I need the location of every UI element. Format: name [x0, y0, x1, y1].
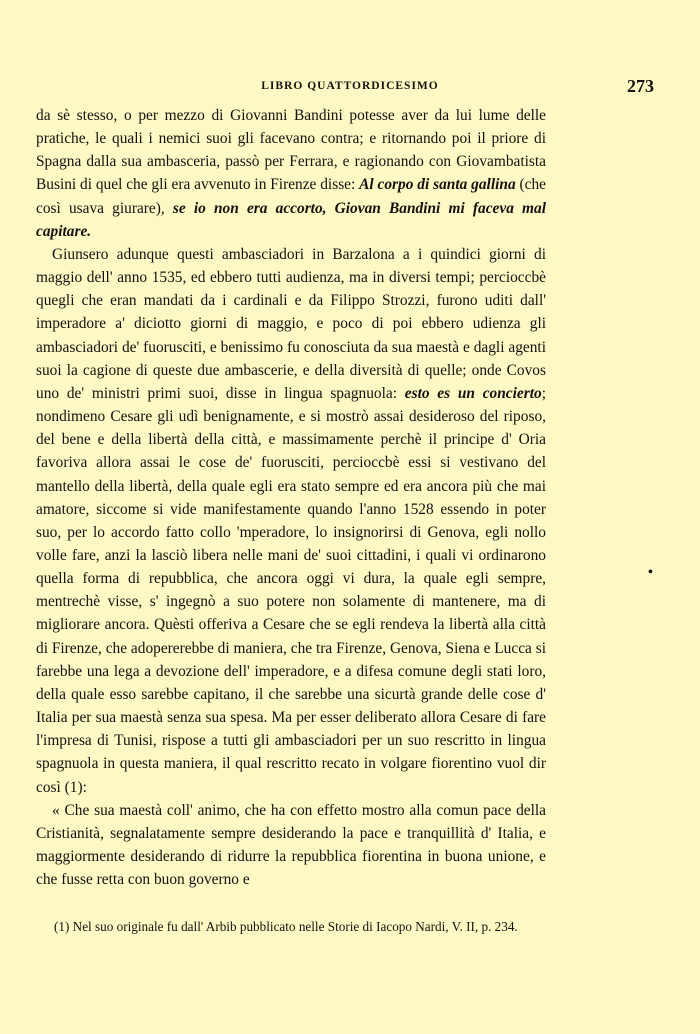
page-number: 273	[627, 76, 654, 96]
margin-mark: •	[648, 565, 653, 580]
running-title: LIBRO QUATTORDICESIMO	[261, 80, 439, 92]
paragraph-2-text-b: ; nondimeno Cesare gli udì benignamente, e si mostrò assai desideroso del riposo, del bene e della libertà della città, e massimamente perchè il principe d' Oria favoriva allora assai le cose de' fuorusciti, percioccbè essi si vestivano del mantello della libertà, della quale egli era stato sempre ed era ancora più che mai amatore, siccome si vide manifestamente quando l'anno 1528 essendo in poter suo, per lo accordo fatto collo 'mperadore, lo insignorirsi di Genova, egli nollo volle fare, anzi la lasciò libera nelle mani de' suoi cittadini, i quali vi ordinarono quella forma di repubblica, che ancora oggi vi dura, la quale egli sempre, mentrechè visse, s' ingegnò a suo potere non solamente di mantenere, ma di migliorare ancora. Quèsti offeriva a Cesare che se egli rendeva la libertà alla città di Firenze, che adopererebbe di maniera, che tra Firenze, Genova, Siena e Lucca si farebbe una lega a devozione dell' imperadore, e a difesa comune degli stati loro, della quale esso sarebbe capitano, il che sarebbe una sicurtà grande delle cose d' Italia per sua maestà senza sua spesa. Ma per esser deliberato allora Cesare di fare l'impresa di Tunisi, rispose a tutti gli ambasciadori per un suo rescritto in lingua spagnuola in questa maniera, il qual rescritto recato in volgare fiorentino vuol dir così (1):	[36, 384, 546, 796]
page-header	[36, 76, 664, 100]
paragraph-1-italic-quote: se io non era accorto, Giovan Bandini mi faceva mal capitare.	[36, 199, 546, 240]
paragraph-2	[36, 243, 546, 799]
footnote: (1) Nel suo originale fu dall' Arbib pubblicato nelle Storie di Iacopo Nardi, V. II, p. 234.	[54, 919, 518, 934]
paragraph-2-text-a: Giunsero adunque questi ambasciadori in Barzalona a i quindici giorni di maggio dell' anno 1535, ed ebbero tutti audienza, ma in diversi tempi; percioccbè quegli che eran mandati da i cardinali e da Filippo Strozzi, furono uditi dall' imperadore a' diciotto giorni di maggio, e poco di poi ebbero udienza gli ambasciadori de' fuorusciti, e benissimo fu conosciuta da sua maestà e dagli agenti suoi la cagione di queste due ambascerie, e della diversità di quelle; onde Covos uno de' ministri primi suoi, disse in lingua spagnuola:	[36, 245, 546, 402]
paragraph-2-italic-spanish: esto es un concierto	[404, 384, 542, 402]
paragraph-3-text: « Che sua maestà coll' animo, che ha con effetto mostro alla comun pace della Cristianità, segnalatamente sempre desiderando la pace e tranquillità d' Italia, e maggiormente desiderando di ridurre la repubblica fiorentina in buona unione, e che fusse retta con buon governo e	[36, 801, 546, 889]
paragraph-3	[36, 799, 546, 892]
paragraph-1-italic-oath: Al corpo di santa gallina	[359, 176, 516, 194]
body-text	[36, 104, 546, 891]
paragraph-1-text-b: (che così usava giurare),	[36, 176, 546, 217]
paragraph-1	[36, 104, 546, 243]
paragraph-1-text-a: da sè stesso, o per mezzo di Giovanni Bandini potesse aver da lui lume delle pratiche, le quali i nemici suoi gli facevano contra; e ritornando poi il priore di Spagna dalla sua ambasceria, passò per Ferrara, e ragionando con Giovambatista Busini di quel che gli era avvenuto in Firenze disse:	[36, 107, 546, 194]
